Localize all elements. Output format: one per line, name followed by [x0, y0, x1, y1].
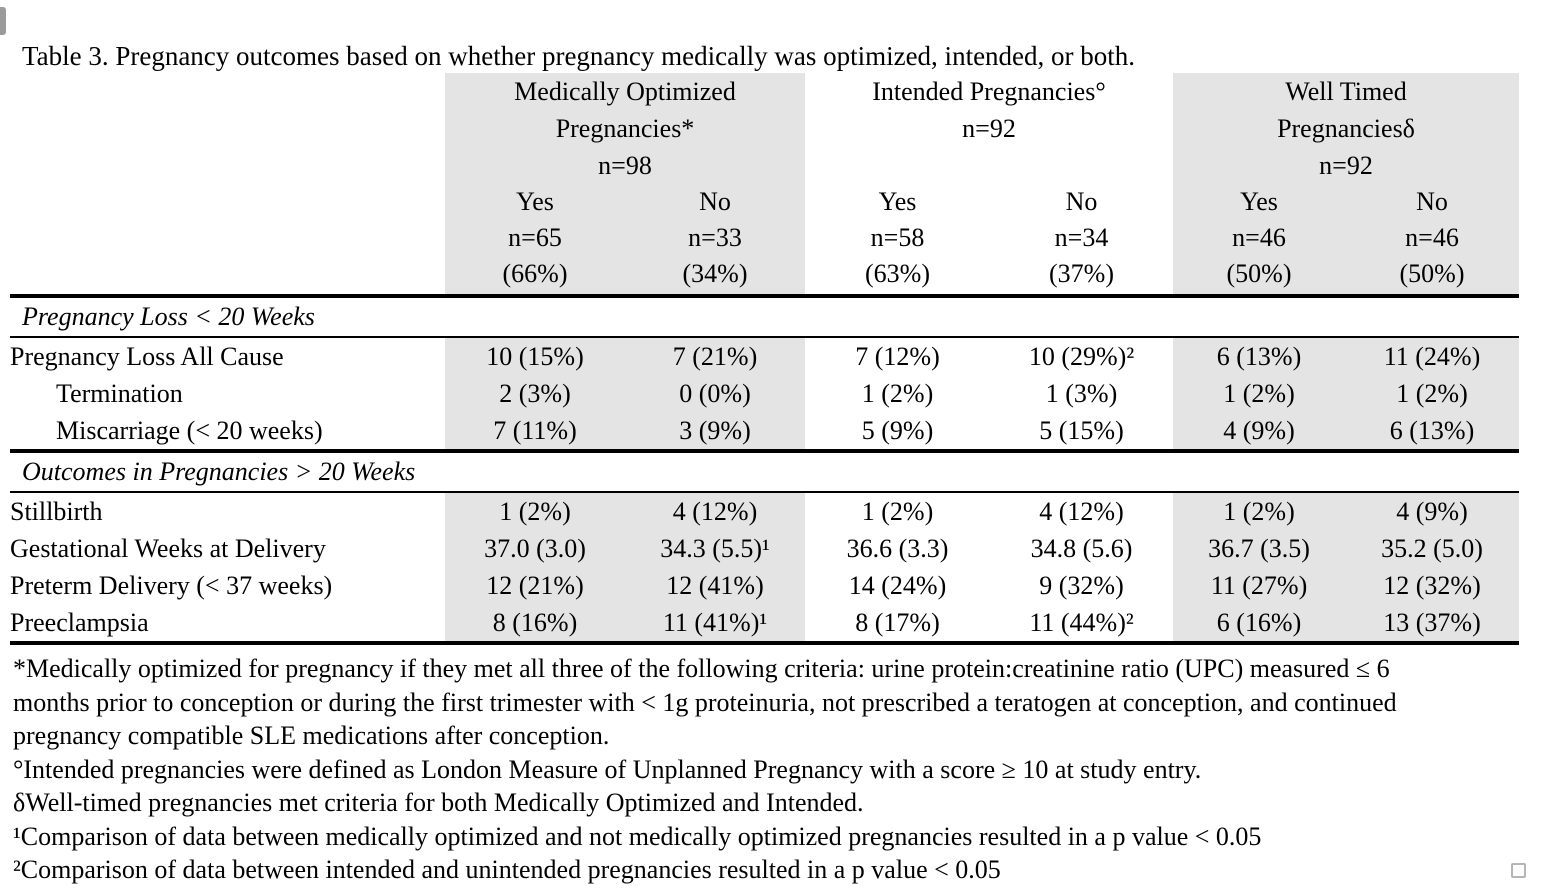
- group-name-line: Pregnancies*: [555, 114, 695, 143]
- cell-value: 4 (12%): [625, 492, 805, 530]
- cell-value: 34.8 (5.6): [1030, 534, 1133, 563]
- table-row: [10, 604, 1519, 643]
- group-n-count: n=98: [598, 151, 652, 180]
- row-label: Termination: [56, 379, 183, 408]
- row-label: Preeclampsia: [10, 608, 149, 637]
- cell-value: 9 (32%): [1039, 571, 1124, 600]
- row-label: Preterm Delivery (< 37 weeks): [10, 571, 333, 600]
- row-label: Gestational Weeks at Delivery: [10, 534, 326, 563]
- subheader-pct: (34%): [682, 259, 748, 288]
- cell-value: 37.0 (3.0): [445, 530, 625, 567]
- cell-value: 6 (13%): [1345, 412, 1519, 451]
- subheader-n: n=58: [870, 223, 925, 252]
- empty-corner-cell: [10, 73, 445, 184]
- footnote-pvalue-optimized: ¹Comparison of data between medically optimized and not medically optimized pregnancies resulted in a p value < 0.05: [13, 821, 1262, 851]
- subheader-mo-yes: [445, 184, 625, 296]
- cell-value: 11 (44%)²: [1029, 608, 1134, 637]
- cell-value: 5 (15%): [1039, 416, 1124, 445]
- cell-value: 5 (9%): [861, 416, 934, 445]
- subheader-mo-no: [625, 184, 805, 296]
- cell-value: 14 (24%): [848, 571, 947, 600]
- cell-value: 36.7 (3.5): [1173, 530, 1345, 567]
- subheader-answer: No: [1065, 187, 1098, 216]
- cell-value: 1 (2%): [1173, 375, 1345, 412]
- subheader-answer: Yes: [516, 187, 554, 216]
- cell-value: 12 (41%): [625, 567, 805, 604]
- table-row: [10, 412, 1519, 451]
- group-header-medically-optimized: [445, 73, 805, 184]
- footnote-well-timed: δWell-timed pregnancies met criteria for both Medically Optimized and Intended.: [13, 788, 864, 817]
- outcomes-table: [10, 73, 1519, 645]
- cell-value: 7 (11%): [445, 412, 625, 451]
- table-row: [10, 567, 1519, 604]
- subheader-answer: No: [699, 187, 731, 216]
- table-row: [10, 375, 1519, 412]
- cell-value: 4 (9%): [1345, 492, 1519, 530]
- section-label: Outcomes in Pregnancies > 20 Weeks: [22, 457, 416, 486]
- subheader-answer: Yes: [1240, 187, 1278, 216]
- cell-value: 12 (21%): [445, 567, 625, 604]
- cell-value: 11 (27%): [1173, 567, 1345, 604]
- cell-value: 1 (3%): [1045, 379, 1118, 408]
- page-title: Table 3. Pregnancy outcomes based on whether pregnancy medically was optimized, intended, or both.: [22, 41, 1136, 71]
- cell-value: 1 (2%): [1345, 375, 1519, 412]
- subheader-pct: (37%): [1049, 259, 1114, 288]
- cell-value: 1 (2%): [861, 497, 934, 526]
- cell-value: 6 (16%): [1173, 604, 1345, 643]
- cell-value: 7 (12%): [855, 342, 940, 371]
- cell-value: 11 (24%): [1345, 337, 1519, 375]
- empty-corner-cell: [10, 184, 445, 296]
- group-header-row: [10, 73, 1519, 184]
- subheader-n: n=46: [1232, 223, 1286, 252]
- table-row: [10, 337, 1519, 375]
- subheader-row: [10, 184, 1519, 296]
- cell-value: 35.2 (5.0): [1345, 530, 1519, 567]
- cell-value: 10 (29%)²: [1028, 342, 1135, 371]
- cell-value: 8 (17%): [855, 608, 940, 637]
- group-name-line: Medically Optimized: [514, 77, 736, 106]
- subheader-n: n=46: [1405, 223, 1459, 252]
- subheader-n: n=65: [508, 223, 562, 252]
- cell-value: 13 (37%): [1345, 604, 1519, 643]
- subheader-int-yes: [805, 184, 990, 296]
- section-row: [10, 451, 1519, 492]
- row-label: Miscarriage (< 20 weeks): [56, 416, 323, 445]
- section-row: [10, 296, 1519, 337]
- subheader-pct: (63%): [865, 259, 930, 288]
- cell-value: 36.6 (3.3): [846, 534, 949, 563]
- subheader-answer: No: [1416, 187, 1448, 216]
- group-name-line: Pregnanciesδ: [1277, 114, 1415, 143]
- footnote-intended: °Intended pregnancies were defined as London Measure of Unplanned Pregnancy with a score ≥ 10 at study entry.: [13, 754, 1202, 784]
- group-n-count: n=92: [1319, 151, 1373, 180]
- cell-value: 2 (3%): [445, 375, 625, 412]
- subheader-wt-yes: [1173, 184, 1345, 296]
- cell-value: 34.3 (5.5)¹: [625, 530, 805, 567]
- cell-value: 1 (2%): [445, 492, 625, 530]
- scrollbar-fragment: [0, 7, 6, 35]
- cell-value: 12 (32%): [1345, 567, 1519, 604]
- cell-value: 3 (9%): [625, 412, 805, 451]
- table-row: [10, 492, 1519, 530]
- cell-value: 0 (0%): [625, 375, 805, 412]
- cell-value: 4 (9%): [1173, 412, 1345, 451]
- row-label: Pregnancy Loss All Cause: [10, 342, 284, 371]
- subheader-answer: Yes: [878, 187, 917, 216]
- section-label: Pregnancy Loss < 20 Weeks: [22, 302, 315, 331]
- cell-value: 8 (16%): [445, 604, 625, 643]
- cell-value: 11 (41%)¹: [625, 604, 805, 643]
- footnote-pvalue-intended: ²Comparison of data between intended and unintended pregnancies resulted in a p value < 0.05: [13, 855, 1001, 884]
- cell-value: 7 (21%): [625, 337, 805, 375]
- footnote-medically-optimized: *Medically optimized for pregnancy if they met all three of the following criteria: urine protein:creatinine ratio (UPC) measured ≤ 6 months prior to conception or during the first trimester with < 1g proteinuria, not prescribed a teratogen at conception, and continued pregnancy compatible SLE medications after conception.: [13, 654, 1397, 750]
- cell-value: 6 (13%): [1173, 337, 1345, 375]
- footnotes: [13, 652, 1438, 887]
- group-n-count: n=92: [962, 114, 1016, 143]
- subheader-pct: (50%): [1226, 259, 1292, 288]
- group-name-line: Intended Pregnancies°: [872, 77, 1106, 106]
- subheader-pct: (50%): [1399, 259, 1465, 288]
- group-name-line: Well Timed: [1285, 77, 1407, 106]
- group-header-intended: [805, 73, 1173, 184]
- subheader-n: n=33: [688, 223, 742, 252]
- subheader-wt-no: [1345, 184, 1519, 296]
- cell-value: 1 (2%): [861, 379, 934, 408]
- subheader-n: n=34: [1054, 223, 1109, 252]
- row-label: Stillbirth: [10, 497, 103, 526]
- cell-value: 4 (12%): [1039, 497, 1124, 526]
- subheader-pct: (66%): [502, 259, 568, 288]
- resize-handle-icon: [1511, 863, 1526, 878]
- cell-value: 1 (2%): [1173, 492, 1345, 530]
- table-row: [10, 530, 1519, 567]
- group-header-well-timed: [1173, 73, 1519, 184]
- subheader-int-no: [990, 184, 1173, 296]
- cell-value: 10 (15%): [445, 337, 625, 375]
